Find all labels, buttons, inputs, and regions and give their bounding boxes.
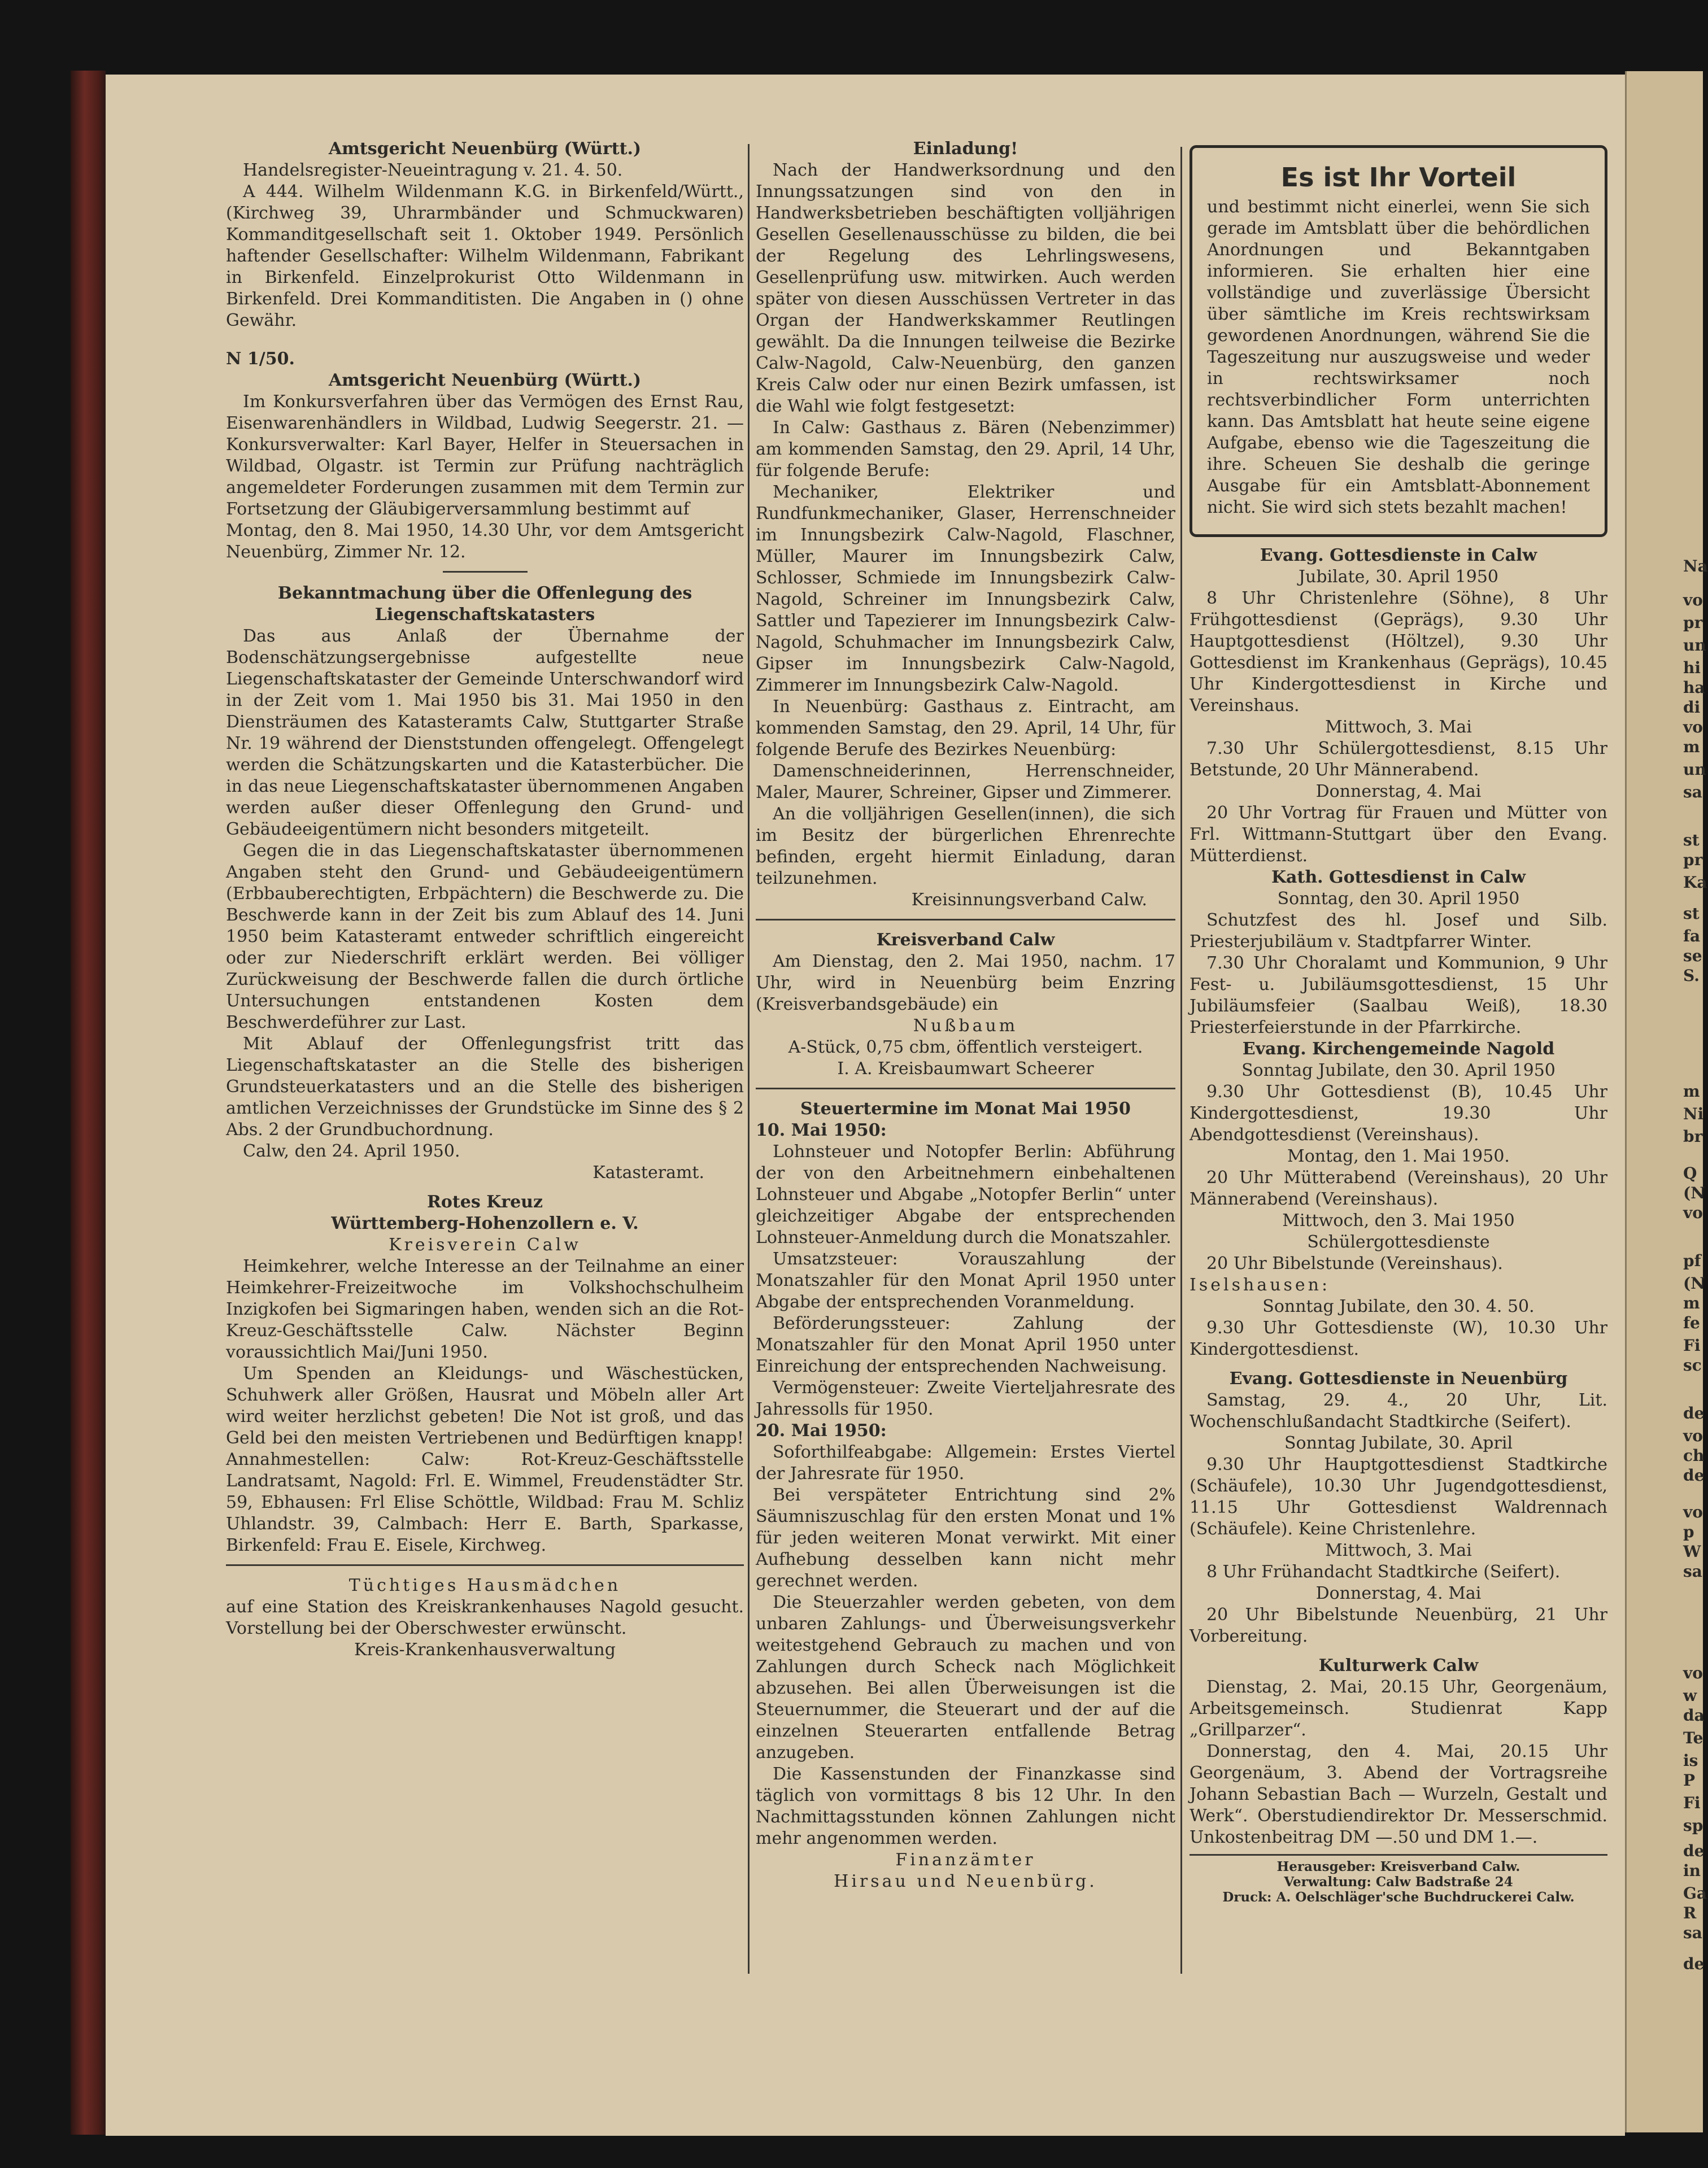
edge-text-fragment: ch (1683, 1446, 1705, 1465)
edge-text-fragment: un (1683, 636, 1706, 655)
signature: Hirsau und Neuenbürg. (834, 1872, 1097, 1891)
notice-text: Beförderungssteuer: Zahlung der Monatszahler für den Monat April 1950 unter Einreichung der entsprechenden Nachweisung. (756, 1314, 1175, 1376)
notice-text: Am Dienstag, den 2. Mai 1950, nachm. 17 Uhr, wird in Neuenbürg beim Enzring (Kreisverbandsgebäude) ein (756, 952, 1175, 1014)
edge-text-fragment: vo (1683, 1203, 1703, 1222)
edge-text-fragment: de (1683, 1842, 1705, 1860)
service-heading: Evang. Gottesdienste in Calw (1260, 546, 1537, 565)
edge-text-fragment: p (1683, 1523, 1694, 1541)
imprint-publisher: Herausgeber: Kreisverband Calw. (1276, 1859, 1520, 1874)
service-text: 9.30 Uhr Hauptgottesdienst Stadtkirche (Schäufele), 10.30 Uhr Jugendgottesdienst, 11.15 Uhr Gottesdienst Waldrennach (Schäufele). Keine Christenlehre. (1190, 1455, 1607, 1539)
service-text: 7.30 Uhr Schülergottesdienst, 8.15 Uhr Betstunde, 20 Uhr Männerabend. (1190, 739, 1607, 780)
column-divider (748, 144, 750, 1974)
edge-text-fragment: fe (1683, 1314, 1700, 1332)
notice-subheading: Kreisverein Calw (389, 1235, 581, 1255)
edge-text-fragment: sp (1683, 1816, 1703, 1835)
edge-text-fragment: S. (1683, 966, 1700, 985)
service-date: Montag, den 1. Mai 1950. (1287, 1146, 1510, 1166)
service-date: Sonntag Jubilate, den 30. 4. 50. (1262, 1297, 1535, 1316)
notice-text: Lohnsteuer und Notopfer Berlin: Abführung der von den Arbeitnehmern einbehaltenen Lohnsteuer und Abgabe „Notopfer Berlin“ unter gleichzeitiger Abgabe der entsprechenden Lohnsteuer-Anmeldung durch die Monatszahler. (756, 1142, 1175, 1247)
notice-text: Damenschneiderinnen, Herrenschneider, Maler, Maurer, Schreiner, Gipser und Zimmerer. (756, 761, 1175, 802)
column-middle (756, 138, 1175, 1892)
edge-text-fragment: W (1683, 1542, 1701, 1561)
edge-text-fragment: P (1683, 1771, 1696, 1790)
promo-title: Es ist Ihr Vorteil (1280, 162, 1517, 193)
service-date: Schülergottesdienste (1307, 1232, 1490, 1252)
edge-text-fragment: hi (1683, 658, 1701, 677)
notice-text: Im Konkursverfahren über das Vermögen des Ernst Rau, Eisenwarenhändlers in Wildbad, Ludwig Seegerstr. 21. — Konkursverwalter: Karl Bayer, Helfer in Steuersachen in Wildbad, Olgastr. ist Termin zur Prüfung nachträglich angemeldeter Forderungen zusammen mit dem Termin zur Fortsetzung der Gläubigerversammlung bestimmt auf (226, 392, 744, 519)
service-heading: Evang. Gottesdienste in Neuenbürg (1229, 1369, 1568, 1389)
notice-text: An die volljährigen Gesellen(innen), die sich im Besitz der bürgerlichen Ehrenrechte befinden, ergeht hiermit Einladung, daran teilzunehmen. (756, 804, 1175, 888)
edge-text-fragment: de (1683, 1955, 1705, 1973)
notice-heading: Württemberg-Hohenzollern e. V. (331, 1214, 639, 1233)
column-right (1190, 138, 1607, 1905)
edge-text-fragment: vo (1683, 718, 1703, 736)
edge-text-fragment: m (1683, 1294, 1700, 1312)
divider (756, 919, 1175, 921)
notice-text: Mechaniker, Elektriker und Rundfunkmechaniker, Glaser, Herrenschneider im Innungsbezirk Calw-Nagold, Flaschner, Müller, Maurer im Innungsbezirk Calw, Schlosser, Schmiede im Innungsbezirk Calw-Nagold, Schreiner im Innungsbezirk Calw, Sattler und Tapezierer im Innungsbezirk Calw-Nagold, Schuhmacher im Innungsbezirk Calw, Gipser im Innungsbezirk Calw-Nagold, Zimmerer im Innungsbezirk Calw-Nagold. (756, 482, 1175, 695)
notice-text: Mit Ablauf der Offenlegungsfrist tritt das Liegenschaftskataster an die Stelle des bisherigen Grundsteuerkatasters und an die Stelle des bisherigen amtlichen Verzeichnisses der Grundstücke im Sinne des § 2 Abs. 2 der Grundbuchordnung. (226, 1034, 744, 1140)
case-number: N 1/50. (226, 349, 295, 369)
edge-text-fragment: pf (1683, 1251, 1701, 1270)
edge-text-fragment: di (1683, 698, 1701, 717)
edge-text-fragment: Q (1683, 1164, 1697, 1183)
edge-text-fragment: da (1683, 1706, 1705, 1725)
edge-text-fragment: vo (1683, 1503, 1703, 1521)
edge-text-fragment: Fi (1683, 1336, 1701, 1355)
adjacent-page-edge (1625, 71, 1708, 2132)
edge-text-fragment: un (1683, 760, 1706, 779)
service-text: 8 Uhr Christenlehre (Söhne), 8 Uhr Frühgottesdienst (Geprägs), 9.30 Uhr Hauptgottesdienst (Höltzel), 9.30 Uhr Gottesdienst im Krankenhaus (Geprägs), 10.45 Uhr Kindergottesdienst in Kirche und Vereinshaus. (1190, 588, 1607, 716)
notice-text: In Calw: Gasthaus z. Bären (Nebenzimmer) am kommenden Samstag, den 29. April, 14 Uhr, für folgende Berufe: (756, 418, 1175, 481)
service-text: Samstag, 29. 4., 20 Uhr, Lit. Wochenschlußandacht Stadtkirche (Seifert). (1190, 1390, 1607, 1432)
imprint-printer: Druck: A. Oelschläger'sche Buchdruckerei Calw. (1222, 1890, 1575, 1905)
service-date: Mittwoch, 3. Mai (1325, 717, 1472, 737)
column-left (226, 138, 744, 1661)
service-text: Schutzfest des hl. Josef und Silb. Priesterjubiläum v. Stadtpfarrer Winter. (1190, 910, 1607, 952)
event-text: Dienstag, 2. Mai, 20.15 Uhr, Georgenäum, Arbeitsgemeinsch. Studienrat Kapp „Grillparzer“. (1190, 1677, 1607, 1740)
edge-text-fragment: R (1683, 1904, 1697, 1922)
imprint-administration: Verwaltung: Calw Badstraße 24 (1284, 1874, 1513, 1890)
edge-text-fragment: se (1683, 946, 1702, 965)
edge-text-fragment: (N (1683, 1184, 1705, 1202)
service-date: Sonntag, den 30. April 1950 (1277, 889, 1520, 909)
service-text: 20 Uhr Bibelstunde Neuenbürg, 21 Uhr Vorbereitung. (1190, 1605, 1607, 1646)
service-location: Iselshausen: (1190, 1275, 1331, 1295)
notice-heading: Amtsgericht Neuenbürg (Württ.) (328, 370, 642, 390)
notice-text: Nach der Handwerksordnung und den Innungssatzungen sind von den in Handwerksbetrieben beschäftigten volljährigen Gesellen Gesellenausschüsse zu bilden, die bei der Regelung des Lehrlingswesens, Gesellenprüfung usw. mitwirken. Auch werden später von diesen Ausschüssen Vertreter in das Organ der Handwerkskammer Reutlingen gewählt. Da die Innungen teilweise die Bezirke Calw-Nagold, Calw-Neuenbürg, den ganzen Kreis Calw oder nur einen Bezirk umfassen, ist die Wahl wie folgt festgesetzt: (756, 160, 1175, 416)
edge-text-fragment: de (1683, 1466, 1705, 1485)
service-date: Sonntag Jubilate, den 30. April 1950 (1241, 1061, 1555, 1080)
edge-text-fragment: (N (1683, 1274, 1705, 1293)
edge-text-fragment: Te (1683, 1729, 1703, 1747)
notice-text: Calw, den 24. April 1950. (243, 1141, 460, 1161)
notice-heading: Amtsgericht Neuenbürg (Württ.) (328, 139, 642, 159)
divider (1190, 1854, 1607, 1856)
notice-text: Nußbaum (913, 1016, 1018, 1036)
ad-text: auf eine Station des Kreiskrankenhauses Nagold gesucht. Vorstellung bei der Oberschwester erwünscht. (226, 1597, 744, 1638)
notice-text: Die Kassenstunden der Finanzkasse sind täglich von vormittags 8 bis 12 Uhr. In den Nachmittagsstunden können Zahlungen nicht mehr angenommen werden. (756, 1764, 1175, 1848)
edge-text-fragment: pr (1683, 613, 1703, 632)
service-date: Donnerstag, 4. Mai (1315, 782, 1482, 801)
edge-text-fragment: Ni (1683, 1105, 1704, 1123)
notice-heading: Einladung! (913, 139, 1018, 159)
edge-text-fragment: pr (1683, 850, 1703, 869)
event-heading: Kulturwerk Calw (1318, 1656, 1479, 1676)
service-text: 9.30 Uhr Gottesdienst (B), 10.45 Uhr Kindergottesdienst, 19.30 Uhr Abendgottesdienst (Vereinshaus). (1190, 1082, 1607, 1145)
service-heading: Kath. Gottesdienst in Calw (1271, 867, 1526, 887)
edge-text-fragment: st (1683, 831, 1700, 849)
notice-text: Heimkehrer, welche Interesse an der Teilnahme an einer Heimkehrer-Freizeitwoche im Volkshochschulheim Inzigkofen bei Sigmaringen haben, wenden sich an die Rot-Kreuz-Geschäftsstelle Calw. Nächster Beginn voraussichtlich Mai/Juni 1950. (226, 1257, 744, 1362)
promo-box (1190, 145, 1607, 537)
notice-text: Die Steuerzahler werden gebeten, von dem unbaren Zahlungs- und Überweisungsverkehr weitestgehend Gebrauch zu machen und von Zahlungen durch Scheck nach Möglichkeit abzusehen. Bei allen Überweisungen ist die Steuernummer, die Steuerart und der auf die einzelnen Steuerarten entfallende Betrag anzugeben. (756, 1593, 1175, 1763)
promo-text: und bestimmt nicht einerlei, wenn Sie sich gerade im Amtsblatt über die behördlichen Anordnungen und Bekanntgaben informieren. Sie erhalten hier eine vollständige und zuverlässige Übersicht über sämtliche im Kreis rechtswirksam gewordenen Anordnungen, während Sie die Tageszeitung nur auszugsweise und weder in rechtswirksamer noch rechtsverbindlicher Form unterrichten kann. Das Amtsblatt hat heute seine eigene Aufgabe, ebenso wie die Tageszeitung die ihre. Scheuen Sie deshalb die geringe Ausgabe für ein Amtsblatt-Abonnement nicht. Sie wird sich stets bezahlt machen! (1207, 197, 1590, 517)
service-text: 9.30 Uhr Gottesdienste (W), 10.30 Uhr Kindergottesdienst. (1190, 1318, 1607, 1359)
edge-text-fragment: is (1683, 1751, 1698, 1770)
edge-text-fragment: de (1683, 1404, 1705, 1423)
signature: Kreis-Krankenhausverwaltung (354, 1640, 616, 1660)
edge-text-fragment: fa (1683, 927, 1701, 945)
service-date: Sonntag Jubilate, 30. April (1284, 1433, 1513, 1453)
notice-text: Umsatzsteuer: Vorauszahlung der Monatszahler für den Monat April 1950 unter Abgabe der entsprechenden Voranmeldung. (756, 1249, 1175, 1312)
service-text: 8 Uhr Frühandacht Stadtkirche (Seifert). (1206, 1562, 1561, 1582)
notice-heading: Kreisverband Calw (876, 930, 1055, 950)
notice-text: A-Stück, 0,75 cbm, öffentlich versteigert. (788, 1037, 1143, 1057)
ad-heading: Tüchtiges Hausmädchen (348, 1576, 621, 1595)
notice-text: Handelsregister-Neueintragung v. 21. 4. 50. (243, 160, 623, 180)
notice-text: Gegen die in das Liegenschaftskataster übernommenen Angaben steht den Grund- und Gebäudeeigentümern (Erbbauberechtigten, Erbpächtern) die Beschwerde zu. Die Beschwerde kann in der Zeit bis zum Ablauf des 14. Juni 1950 beim Katasteramt entweder schriftlich eingereicht oder zur Niederschrift erklärt werden. Bei völliger Zurückweisung der Beschwerde fallen die durch örtliche Untersuchungen entstandenen Kosten dem Beschwerdeführer zur Last. (226, 841, 744, 1032)
notice-text: Montag, den 8. Mai 1950, 14.30 Uhr, vor dem Amtsgericht Neuenbürg, Zimmer Nr. 12. (226, 521, 744, 562)
edge-text-fragment: vo (1683, 1427, 1703, 1445)
notice-text: Bei verspäteter Entrichtung sind 2% Säumniszuschlag für den ersten Monat und 1% für jeden weiteren Monat verwirkt. Mit einer Aufhebung desselben kann nicht mehr gerechnet werden. (756, 1485, 1175, 1591)
edge-text-fragment: in (1683, 1861, 1701, 1880)
notice-text: A 444. Wilhelm Wildenmann K.G. in Birkenfeld/Württ., (Kirchweg 39, Uhrarmbänder und Schmuckwaren) Kommanditgesellschaft seit 1. Oktober 1949. Persönlich haftender Gesellschafter: Wilhelm Wildenmann, Fabrikant in Birkenfeld. Einzelprokurist Otto Wildenmann in Birkenfeld. Drei Kommanditisten. Die Angaben in () ohne Gewähr. (226, 182, 744, 330)
edge-text-fragment: w (1683, 1686, 1697, 1705)
signature: I. A. Kreisbaumwart Scheerer (837, 1059, 1094, 1079)
edge-text-fragment: st (1683, 904, 1700, 923)
edge-text-fragment: ha (1683, 678, 1705, 697)
edge-text-fragment: sa (1683, 1562, 1702, 1581)
edge-text-fragment: sa (1683, 783, 1702, 801)
service-text: 20 Uhr Mütterabend (Vereinshaus), 20 Uhr Männerabend (Vereinshaus). (1190, 1168, 1607, 1209)
date-label: 20. Mai 1950: (756, 1421, 887, 1441)
notice-text: Um Spenden an Kleidungs- und Wäschestücken, Schuhwerk aller Größen, Hausrat und Möbeln aller Art wird weiter herzlichst gebeten! Die Not ist groß, und das Geld bei den meisten Vertriebenen und Bedürftigen knapp! Annahmestellen: Calw: Rot-Kreuz-Geschäftsstelle Landratsamt, Nagold: Frl. E. Wimmel, Freudenstädter Str. 59, Ebhausen: Frl Elise Schöttle, Wildbad: Frau M. Schliz Uhlandstr. 39, Calmbach: Herr E. Barth, Sparkasse, Birkenfeld: Frau E. Eisele, Kirchweg. (226, 1364, 744, 1555)
book-binding (71, 71, 106, 2135)
divider (226, 1564, 744, 1566)
signature: Katasteramt. (592, 1163, 704, 1183)
service-date: Donnerstag, 4. Mai (1315, 1584, 1482, 1603)
edge-text-fragment: m (1683, 1082, 1700, 1101)
notice-text: Vermögensteuer: Zweite Vierteljahresrate des Jahressolls für 1950. (756, 1378, 1175, 1419)
notice-heading: Steuertermine im Monat Mai 1950 (800, 1099, 1131, 1119)
edge-text-fragment: Na (1683, 557, 1708, 575)
service-date: Mittwoch, den 3. Mai 1950 (1282, 1211, 1515, 1231)
service-text: 7.30 Uhr Choralamt und Kommunion, 9 Uhr Fest- u. Jubiläumsgottesdienst, 15 Uhr Jubiläumsfeier (Saalbau Weiß), 18.30 Priesterfeierstunde in der Pfarrkirche. (1190, 953, 1607, 1037)
column-divider (1180, 147, 1182, 1974)
divider (756, 1088, 1175, 1089)
edge-text-fragment: br (1683, 1127, 1703, 1146)
edge-text-fragment: Ka (1683, 873, 1707, 892)
edge-text-fragment: Ga (1683, 1884, 1707, 1903)
service-heading: Evang. Kirchengemeinde Nagold (1242, 1039, 1555, 1059)
event-text: Donnerstag, den 4. Mai, 20.15 Uhr Georgenäum, 3. Abend der Vortragsreihe Johann Sebastian Bach — Wurzeln, Gestalt und Werk“. Oberstudiendirektor Dr. Messerschmid. Unkostenbeitrag DM —.50 und DM 1.—. (1190, 1742, 1607, 1847)
signature: Kreisinnungsverband Calw. (911, 890, 1147, 910)
edge-text-fragment: sc (1683, 1356, 1702, 1375)
service-text: 20 Uhr Vortrag für Frauen und Mütter von Frl. Wittmann-Stuttgart über den Evang. Mütterdienst. (1190, 803, 1607, 866)
service-text: 20 Uhr Bibelstunde (Vereinshaus). (1206, 1254, 1503, 1273)
notice-text: In Neuenbürg: Gasthaus z. Eintracht, am kommenden Samstag, den 29. April, 14 Uhr, für folgende Berufe des Bezirkes Neuenbürg: (756, 697, 1175, 760)
edge-text-fragment: vo (1683, 591, 1703, 609)
service-date: Jubilate, 30. April 1950 (1298, 567, 1499, 587)
notice-heading: Rotes Kreuz (426, 1192, 543, 1212)
edge-text-fragment: m (1683, 738, 1700, 756)
edge-text-fragment: Fi (1683, 1794, 1701, 1812)
edge-text-fragment: sa (1683, 1923, 1702, 1942)
edge-text-fragment: vo (1683, 1664, 1703, 1682)
notice-heading: Bekanntmachung über die Offenlegung des Liegenschaftskatasters (277, 583, 692, 625)
date-label: 10. Mai 1950: (756, 1120, 887, 1140)
service-date: Mittwoch, 3. Mai (1325, 1541, 1472, 1560)
notice-text: Das aus Anlaß der Übernahme der Bodenschätzungsergebnisse aufgestellte neue Liegenschaftskataster der Gemeinde Unterschwandorf wird in der Zeit vom 1. Mai 1950 bis 31. Mai 1950 in den Diensträumen des Katasteramts Calw, Stuttgarter Straße Nr. 19 während der Dienststunden offengelegt. Offengelegt werden die Schätzungskarten und die Katasterbücher. Die in das neue Liegenschaftskataster übernommenen Angaben werden außer dieser Offenlegung den Grund- und Gebäudeeigentümern nicht besonders mitgeteilt. (226, 626, 744, 839)
signature: Finanzämter (895, 1850, 1036, 1870)
divider (443, 571, 528, 573)
notice-text: Soforthilfeabgabe: Allgemein: Erstes Viertel der Jahresrate für 1950. (756, 1442, 1175, 1484)
